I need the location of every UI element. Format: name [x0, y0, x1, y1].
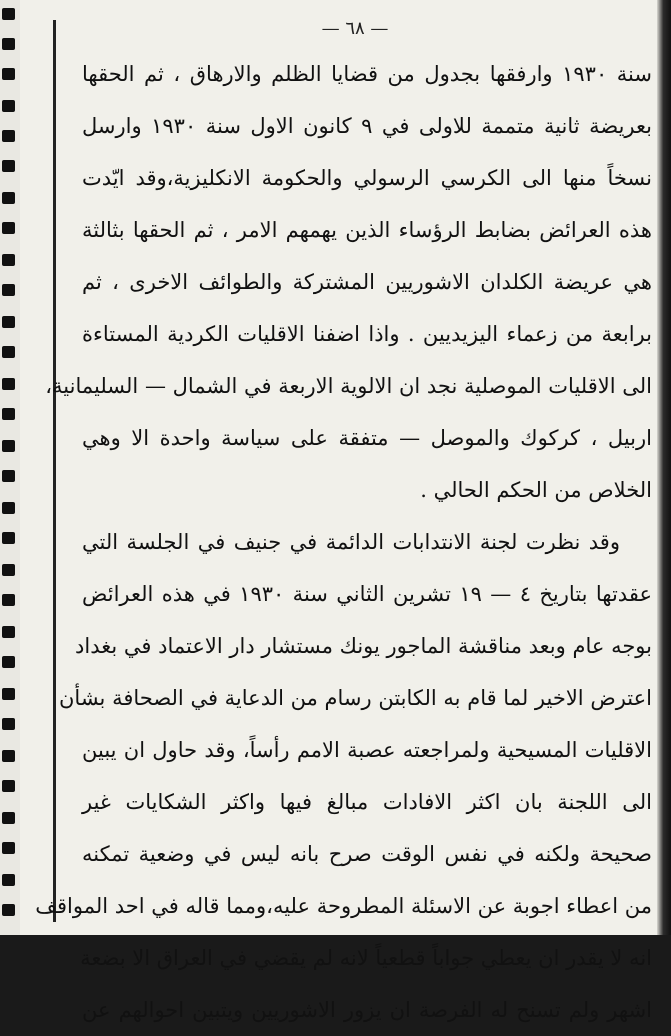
binding-ring	[2, 38, 15, 50]
text-line: برابعة من زعماء اليزيديين . واذا اضفنا الاقليات الكردية المستاءة	[82, 322, 652, 346]
text-line: الاقليات المسيحية ولمراجعته عصبة الامم رأساً، وقد حاول ان يبين	[82, 738, 652, 762]
text-line: نسخاً منها الى الكرسي الرسولي والحكومة الانكليزية،وقد ايّدت	[82, 166, 652, 190]
spiral-binding	[0, 0, 20, 935]
binding-ring	[2, 316, 15, 328]
text-line: عقدتها بتاريخ ٤ — ١٩ تشرين الثاني سنة ١٩٣٠ في هذه العرائض	[82, 582, 652, 606]
text-line: اشهر ولم تسنح له الفرصة ان يزور الاشوريين ويتبين احوالهم عن	[82, 998, 652, 1022]
binding-ring	[2, 656, 15, 668]
binding-ring	[2, 780, 15, 792]
binding-ring	[2, 532, 15, 544]
binding-ring	[2, 378, 15, 390]
text-line: الخلاص من الحكم الحالي .	[420, 478, 652, 502]
text-line: هي عريضة الكلدان الاشوريين المشتركة والطوائف الاخرى ، ثم	[82, 270, 652, 294]
binding-ring	[2, 812, 15, 824]
text-line: الى اللجنة بان اكثر الافادات مبالغ فيها واكثر الشكايات غير	[82, 790, 652, 814]
text-line: اعترض الاخير لما قام به الكابتن رسام من الدعاية في الصحافة بشأن	[59, 686, 652, 710]
body-text	[35, 48, 652, 1036]
text-line: وقد نظرت لجنة الانتدابات الدائمة في جنيف في الجلسة التي	[82, 530, 620, 554]
binding-ring	[2, 440, 15, 452]
binding-ring	[2, 470, 15, 482]
binding-ring	[2, 100, 15, 112]
binding-ring	[2, 718, 15, 730]
binding-ring	[2, 594, 15, 606]
binding-ring	[2, 160, 15, 172]
binding-ring	[2, 904, 15, 916]
text-line: سنة ١٩٣٠ وارفقها بجدول من قضايا الظلم والارهاق ، ثم الحقها	[82, 62, 652, 86]
binding-ring	[2, 626, 15, 638]
text-line: هذه العرائض بضابط الرؤساء الذين يهمهم الامر ، ثم الحقها بثالثة	[82, 218, 652, 242]
text-line: بوجه عام وبعد مناقشة الماجور يونك مستشار دار الاعتماد في بغداد	[75, 634, 652, 658]
binding-ring	[2, 130, 15, 142]
binding-ring	[2, 874, 15, 886]
margin-rule	[53, 20, 56, 922]
binding-ring	[2, 564, 15, 576]
binding-ring	[2, 750, 15, 762]
binding-ring	[2, 346, 15, 358]
text-line: صحيحة ولكنه في نفس الوقت صرح بانه ليس في وضعية تمكنه	[82, 842, 652, 866]
binding-ring	[2, 842, 15, 854]
binding-ring	[2, 688, 15, 700]
text-line: انه لا يقدر ان يعطي جواباً قطعياً لانه لم يقضي في العراق الا بضعة	[80, 946, 652, 970]
binding-ring	[2, 408, 15, 420]
text-line: الى الاقليات الموصلية نجد ان الالوية الاربعة في الشمال — السليمانية،	[45, 374, 652, 398]
binding-ring	[2, 222, 15, 234]
binding-ring	[2, 254, 15, 266]
page-edge-shadow	[657, 0, 671, 935]
text-line: اربيل ، كركوك والموصل — متفقة على سياسة واحدة الا وهي	[82, 426, 652, 450]
text-line: بعريضة ثانية متممة للاولى في ٩ كانون الاول سنة ١٩٣٠ وارسل	[82, 114, 652, 138]
binding-ring	[2, 502, 15, 514]
binding-ring	[2, 284, 15, 296]
binding-ring	[2, 8, 15, 20]
binding-ring	[2, 68, 15, 80]
binding-ring	[2, 192, 15, 204]
text-line: من اعطاء اجوبة عن الاسئلة المطروحة عليه،ومما قاله في احد المواقف	[35, 894, 652, 918]
page-number: — ٦٨ —	[321, 18, 389, 39]
